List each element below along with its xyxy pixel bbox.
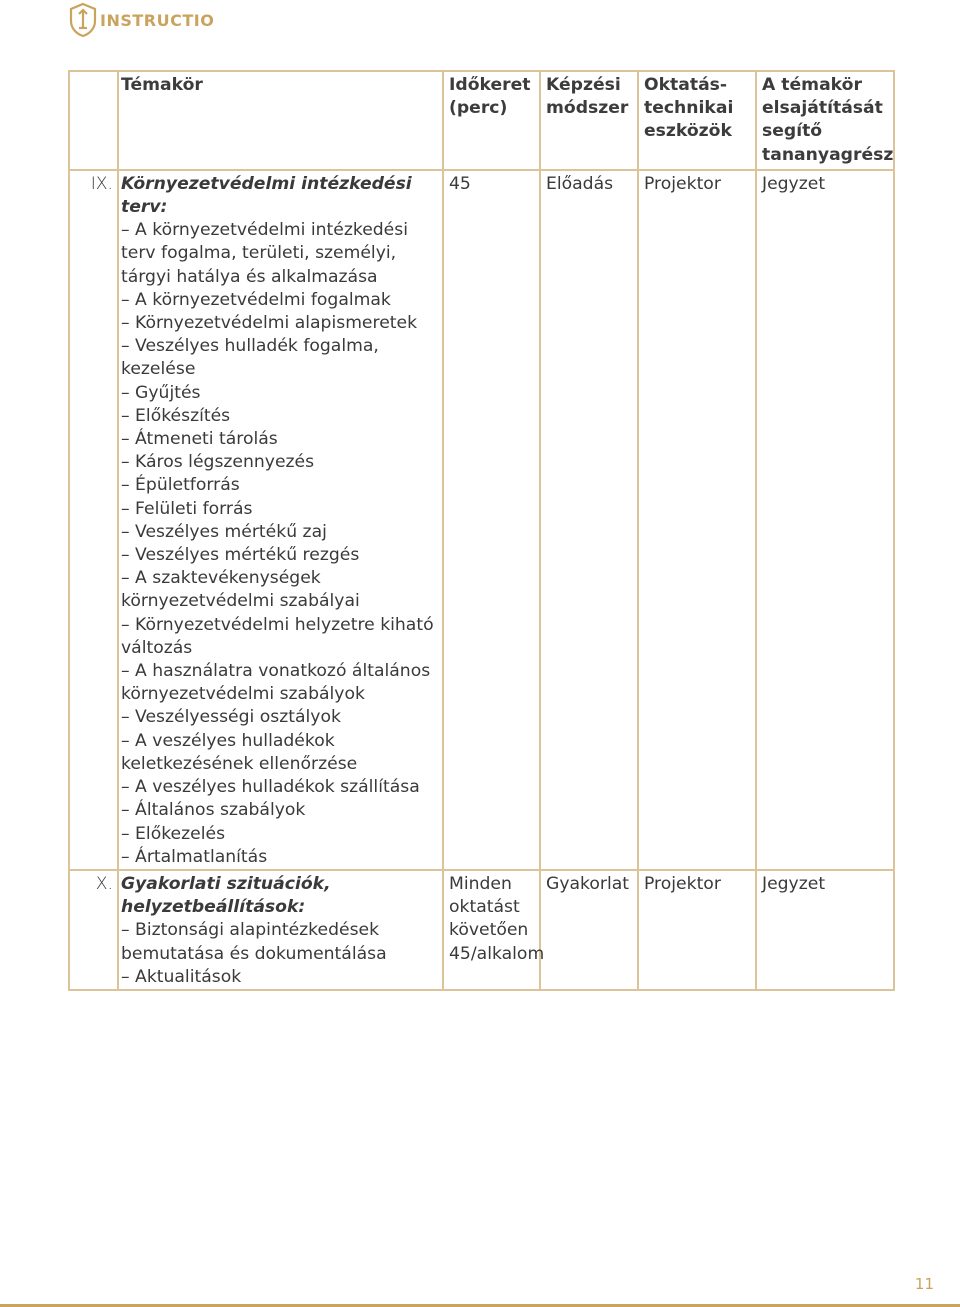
topic-line: – Veszélyességi osztályok	[121, 707, 341, 728]
shield-arrow-icon	[68, 2, 98, 38]
topic-line: – A környezetvédelmi fogalmak	[121, 289, 391, 310]
topic-line: – Veszélyes mértékű rezgés	[121, 545, 360, 566]
page-number: 11	[914, 1275, 934, 1293]
header-topic: Témakör	[118, 71, 443, 170]
topic-heading: Környezetvédelmi intézkedési terv:	[121, 173, 412, 218]
curriculum-table	[68, 70, 895, 991]
topic-line: – Környezetvédelmi alapismeretek	[121, 313, 418, 334]
table-row	[69, 170, 894, 870]
table-row	[69, 870, 894, 990]
topic-line: – A veszélyes hulladékok szállítása	[121, 777, 420, 798]
topic-line: – Felületi forrás	[121, 498, 253, 519]
row-method: Gyakorlat	[540, 870, 638, 990]
header-material: A témakör elsajátítását segítő tananyagrész	[756, 71, 894, 170]
row-time: 45	[443, 170, 540, 870]
topic-line: – Épületforrás	[121, 475, 240, 496]
row-topic	[118, 870, 443, 990]
row-topic	[118, 170, 443, 870]
brand-logo	[68, 2, 214, 38]
table-header-row	[69, 71, 894, 170]
topic-line: – Aktualitások	[121, 966, 242, 987]
topic-line: – Biztonsági alapintézkedések bemutatása és dokumentálása	[121, 920, 387, 964]
topic-line: – Ártalmatlanítás	[121, 846, 268, 867]
topic-heading: Gyakorlati szituációk, helyzetbeállítások:	[121, 873, 331, 918]
row-material: Jegyzet	[756, 170, 894, 870]
topic-line: – A szaktevékenységek környezetvédelmi szabályai	[121, 568, 360, 612]
topic-line: – A környezetvédelmi intézkedési terv fogalma, területi, személyi, tárgyi hatálya és alkalmazása	[121, 220, 408, 287]
row-time: Minden oktatást követően 45/alkalom	[443, 870, 540, 990]
topic-line: – Káros légszennyezés	[121, 452, 315, 473]
topic-line: – Környezetvédelmi helyzetre kiható változás	[121, 614, 434, 658]
header-number	[69, 71, 118, 170]
topic-line: – Általános szabályok	[121, 800, 306, 821]
topic-line: – Veszélyes hulladék fogalma, kezelése	[121, 336, 379, 380]
topic-line: – A használatra vonatkozó általános környezetvédelmi szabályok	[121, 661, 431, 705]
header-method: Képzési módszer	[540, 71, 638, 170]
topic-line: – A veszélyes hulladékok keletkezésének ellenőrzése	[121, 730, 358, 774]
row-tools: Projektor	[638, 870, 756, 990]
row-number: IX.	[69, 170, 118, 870]
topic-line: – Előkezelés	[121, 823, 226, 844]
row-tools: Projektor	[638, 170, 756, 870]
topic-line: – Gyűjtés	[121, 382, 201, 403]
logo-text: INSTRUCTIO	[100, 10, 215, 30]
header-time: Időkeret (perc)	[443, 71, 540, 170]
row-number: X.	[69, 870, 118, 990]
topic-line: – Átmeneti tárolás	[121, 429, 278, 450]
topic-line: – Előkészítés	[121, 405, 231, 426]
header-tools: Oktatás-technikai eszközök	[638, 71, 756, 170]
row-method: Előadás	[540, 170, 638, 870]
row-material: Jegyzet	[756, 870, 894, 990]
topic-line: – Veszélyes mértékű zaj	[121, 521, 327, 542]
